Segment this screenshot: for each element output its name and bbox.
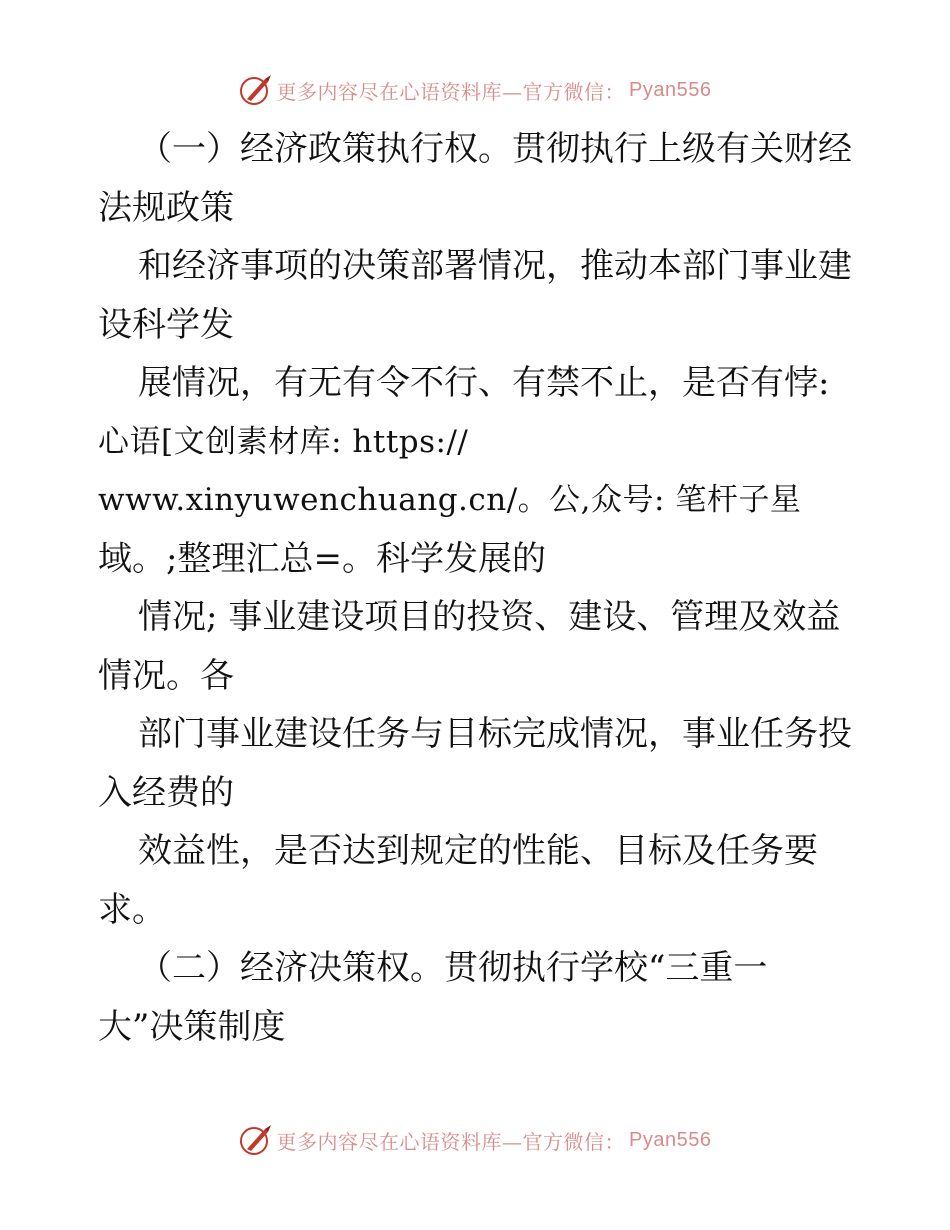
footer-watermark (0, 1120, 950, 1160)
paragraph-line: 心语[文创素材库: https:// (98, 423, 469, 460)
paragraph-line: 域。;整理汇总=。科学发展的 (98, 538, 546, 579)
paragraph-line: 和经济事项的决策部署情况，推动本部门事业建 (138, 246, 852, 286)
watermark-text: 更多内容尽在心语资料库—官方微信： (276, 79, 626, 104)
watermark-text: 更多内容尽在心语资料库—官方微信： (276, 1129, 626, 1154)
paragraph-line: 设科学发 (98, 304, 234, 345)
quill-logo-icon (239, 73, 273, 107)
paragraph-line: 入经费的 (98, 772, 234, 813)
watermark-account: Pyan556 (629, 78, 712, 101)
header-watermark (0, 70, 950, 110)
paragraph-line: 情况。各 (98, 655, 234, 696)
paragraph-line: （二）经济决策权。贯彻执行学校“三重一 (138, 948, 768, 988)
paragraph-line: 部门事业建设任务与目标完成情况，事业任务投 (138, 714, 852, 754)
watermark-account: Pyan556 (629, 1128, 712, 1151)
paragraph-line: 展情况，有无有令不行、有禁不止，是否有悖: (138, 363, 830, 403)
paragraph-line: （一）经济政策执行权。贯彻执行上级有关财经 (138, 129, 852, 169)
paragraph-line: 情况; 事业建设项目的投资、建设、管理及效益 (138, 597, 841, 637)
paragraph-line: 求。 (98, 889, 166, 930)
paragraph-line: 大”决策制度 (98, 1006, 286, 1047)
document-body (98, 120, 858, 1056)
paragraph-line: www.xinyuwenchuang.cn/。公,众号: 笔杆子星 (98, 482, 802, 518)
paragraph-line: 效益性，是否达到规定的性能、目标及任务要 (138, 831, 818, 871)
paragraph-line: 法规政策 (98, 187, 234, 228)
quill-logo-icon (239, 1123, 273, 1157)
